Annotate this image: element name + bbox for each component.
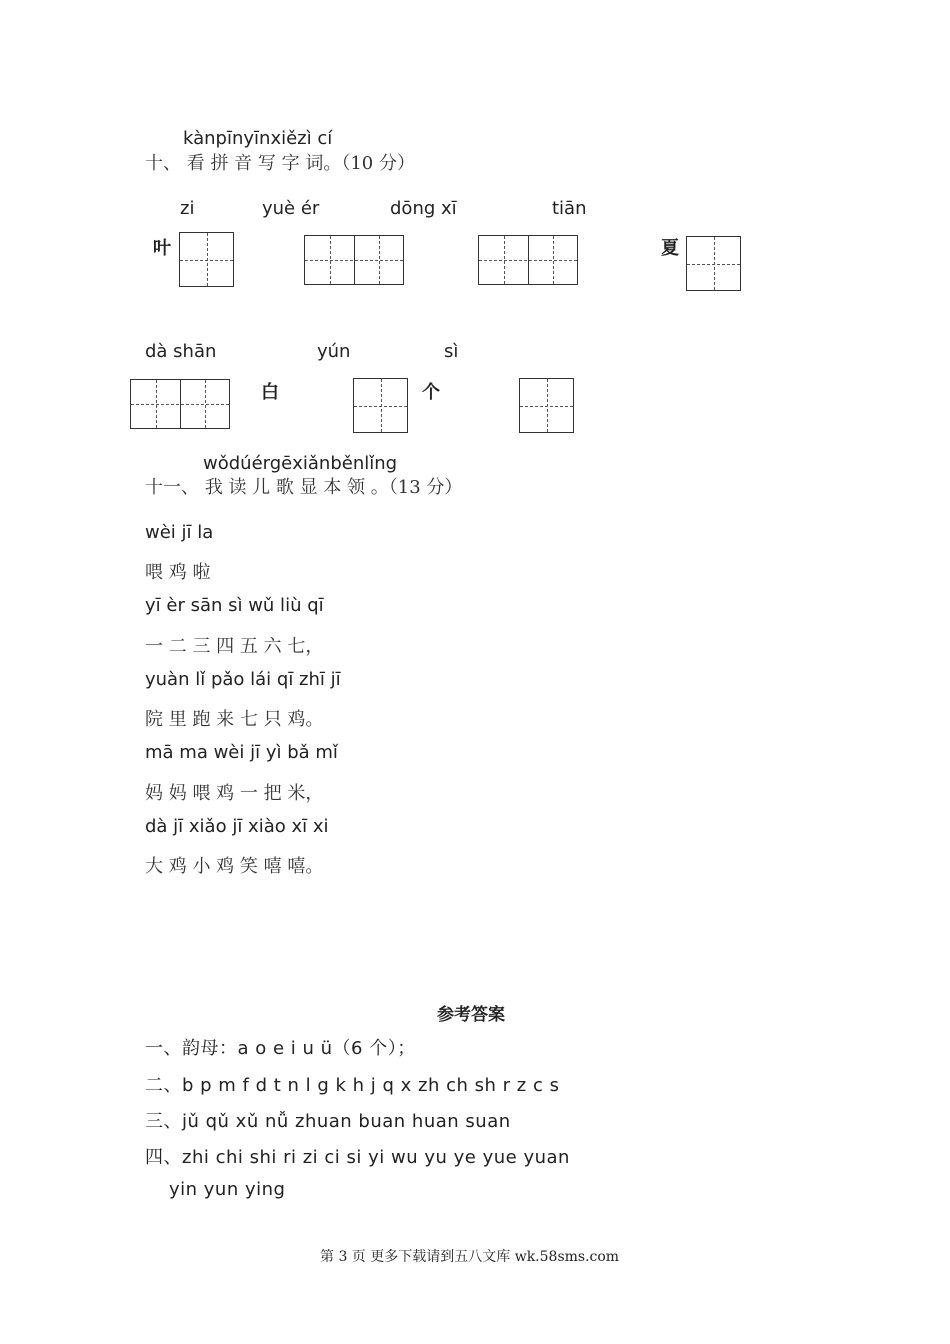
answer-1: 一、韵母：a o e i u ü（6 个）； [145, 1038, 416, 1059]
row2-char-ge: 个 [422, 382, 440, 403]
page-footer: 第 3 页 更多下载请到五八文库 wk.58sms.com [320, 1249, 620, 1265]
row1-char-ye: 叶 [153, 238, 171, 259]
writing-box-4[interactable] [686, 236, 741, 291]
section10-title: 十、 看 拼 音 写 字 词。（10 分） [145, 153, 415, 174]
poem-line-5-hanzi: 大 鸡 小 鸡 笑 嘻 嘻。 [145, 856, 324, 877]
writing-box-3[interactable] [478, 235, 578, 285]
writing-box-7[interactable] [519, 378, 574, 433]
writing-box-2[interactable] [304, 235, 404, 285]
row1-pinyin-dongxi: dōng xī [390, 198, 457, 219]
row1-char-xia: 夏 [661, 238, 679, 259]
writing-box-6[interactable] [353, 378, 408, 433]
writing-box-5[interactable] [130, 379, 230, 429]
row2-pinyin-si: sì [444, 341, 459, 362]
poem-line-4-hanzi: 妈 妈 喂 鸡 一 把 米， [145, 783, 324, 804]
poem-line-5-pinyin: dà jī xiǎo jī xiào xī xi [145, 816, 329, 837]
section11-title: 十一、 我 读 儿 歌 显 本 领 。（13 分） [145, 477, 463, 498]
poem-line-2-hanzi: 一 二 三 四 五 六 七， [145, 636, 324, 657]
row1-pinyin-yueer: yuè ér [262, 198, 320, 219]
row1-pinyin-tian: tiān [552, 198, 587, 219]
answer-2: 二、b p m f d t n l g k h j q x zh ch sh r z c s [145, 1075, 560, 1096]
row1-pinyin-zi: zi [180, 198, 195, 219]
poem-line-1-hanzi: 喂 鸡 啦 [145, 562, 211, 583]
section10-pinyin: kànpīnyīnxiězì cí [183, 128, 333, 149]
answer-3: 三、jǔ qǔ xǔ nǚ zhuan buan huan suan [145, 1111, 511, 1132]
answer-4: 四、zhi chi shi ri zi ci si yi wu yu ye yue yuan [145, 1147, 570, 1168]
writing-box-1[interactable] [179, 232, 234, 287]
row2-pinyin-yun: yún [317, 341, 351, 362]
answers-title: 参考答案 [437, 1005, 505, 1025]
poem-line-2-pinyin: yī èr sān sì wǔ liù qī [145, 595, 324, 616]
poem-line-3-pinyin: yuàn lǐ pǎo lái qī zhī jī [145, 669, 341, 690]
poem-line-1-pinyin: wèi jī la [145, 522, 214, 543]
row2-pinyin-dashan: dà shān [145, 341, 217, 362]
row2-char-bai: 白 [261, 382, 279, 403]
answer-4-continued: yin yun ying [169, 1179, 286, 1200]
poem-line-3-hanzi: 院 里 跑 来 七 只 鸡。 [145, 709, 324, 730]
poem-line-4-pinyin: mā ma wèi jī yì bǎ mǐ [145, 742, 338, 763]
section11-pinyin: wǒdúérgēxiǎnběnlǐng [203, 453, 398, 474]
